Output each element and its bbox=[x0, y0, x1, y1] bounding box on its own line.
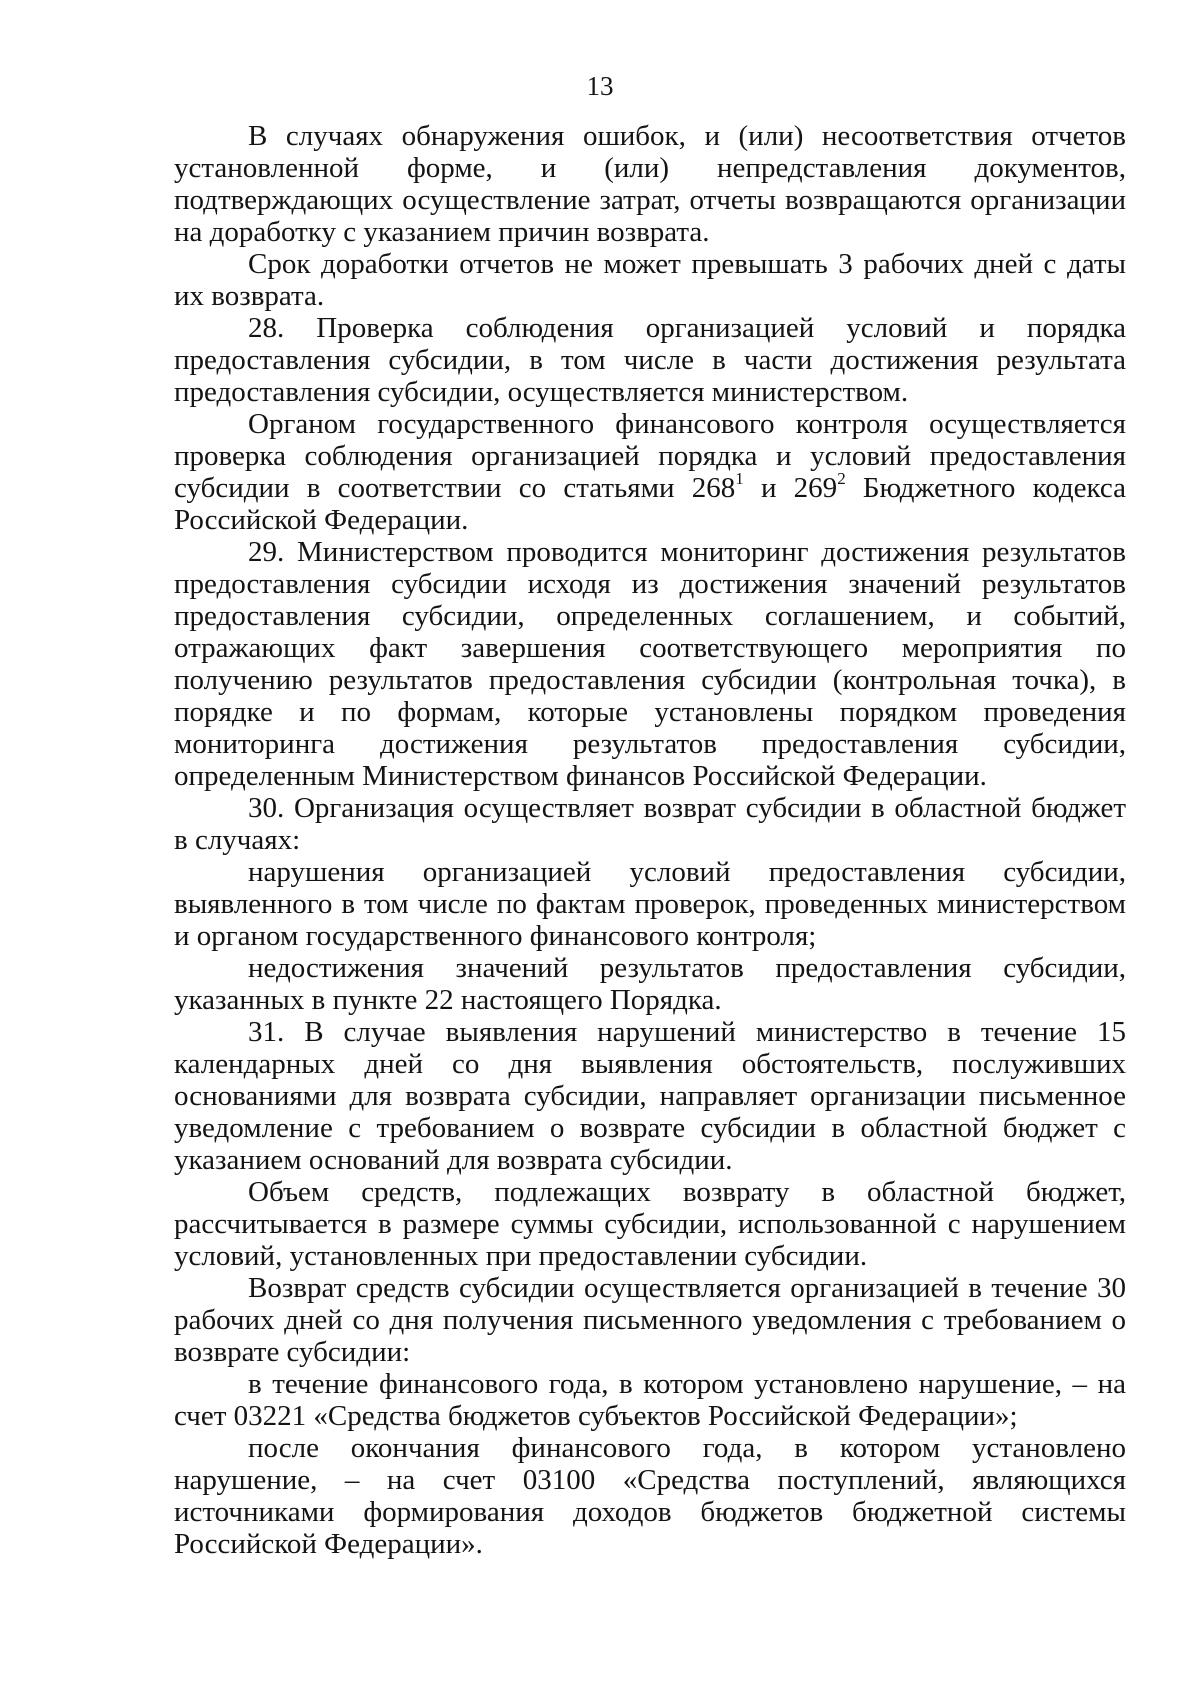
paragraph-refund-amount: Объем средств, подлежащих возврату в областной бюджет, рассчитывается в размере суммы субсидии, использованной с нарушением условий, установленных при предоставлении субсидии. bbox=[174, 1176, 1126, 1272]
paragraph-revision-deadline: Срок доработки отчетов не может превышать 3 рабочих дней с даты их возврата. bbox=[174, 248, 1126, 312]
paragraph-financial-control-text-3: Бюджетного кодекса Российской Федерации. bbox=[174, 472, 1126, 536]
paragraph-violation-case: нарушения организацией условий предоставления субсидии, выявленного в том числе по фактам проверок, проведенных министерством и органом государственного финансового контроля; bbox=[174, 856, 1126, 952]
paragraph-item-28: 28. Проверка соблюдения организацией условий и порядка предоставления субсидии, в том числе в части достижения результата предоставления субсидии, осуществляется министерством. bbox=[174, 312, 1126, 408]
paragraph-financial-control bbox=[174, 408, 1126, 536]
page-number: 13 bbox=[586, 71, 614, 101]
document-body bbox=[174, 120, 1126, 1560]
paragraph-financial-control-text-1: Органом государственного финансового контроля осуществляется проверка соблюдения организацией порядка и условий предоставления субсидии в соответствии со статьями 268 bbox=[174, 408, 1126, 504]
superscript-article-268: 1 bbox=[735, 469, 744, 489]
paragraph-account-03100: после окончания финансового года, в котором установлено нарушение, – на счет 03100 «Средства поступлений, являющихся источниками формирования доходов бюджетов бюджетной системы Российской Федерации». bbox=[174, 1432, 1126, 1560]
paragraph-item-31: 31. В случае выявления нарушений министерство в течение 15 календарных дней со дня выявления обстоятельств, послуживших основаниями для возврата субсидии, направляет организации письменное уведомление с требованием о возврате субсидии в областной бюджет с указанием оснований для возврата субсидии. bbox=[174, 1016, 1126, 1176]
superscript-article-269: 2 bbox=[837, 469, 846, 489]
paragraph-item-30: 30. Организация осуществляет возврат субсидии в областной бюджет в случаях: bbox=[174, 792, 1126, 856]
paragraph-nonachievement-case: недостижения значений результатов предоставления субсидии, указанных в пункте 22 настоящего Порядка. bbox=[174, 952, 1126, 1016]
paragraph-account-03221: в течение финансового года, в котором установлено нарушение, – на счет 03221 «Средства бюджетов субъектов Российской Федерации»; bbox=[174, 1368, 1126, 1432]
paragraph-item-29: 29. Министерством проводится мониторинг достижения результатов предоставления субсидии исходя из достижения значений результатов предоставления субсидии, определенных соглашением, и событий, отражающих факт завершения соответствующего мероприятия по получению результатов предоставления субсидии (контрольная точка), в порядке и по формам, которые установлены порядком проведения мониторинга достижения результатов предоставления субсидии, определенным Министерством финансов Российской Федерации. bbox=[174, 536, 1126, 792]
paragraph-financial-control-text-2: и 269 bbox=[743, 472, 838, 504]
paragraph-report-errors: В случаях обнаружения ошибок, и (или) несоответствия отчетов установленной форме, и (или) непредставления документов, подтверждающих осуществление затрат, отчеты возвращаются организации на доработку с указанием причин возврата. bbox=[174, 120, 1126, 248]
paragraph-refund-term: Возврат средств субсидии осуществляется организацией в течение 30 рабочих дней со дня получения письменного уведомления с требованием о возврате субсидии: bbox=[174, 1272, 1126, 1368]
